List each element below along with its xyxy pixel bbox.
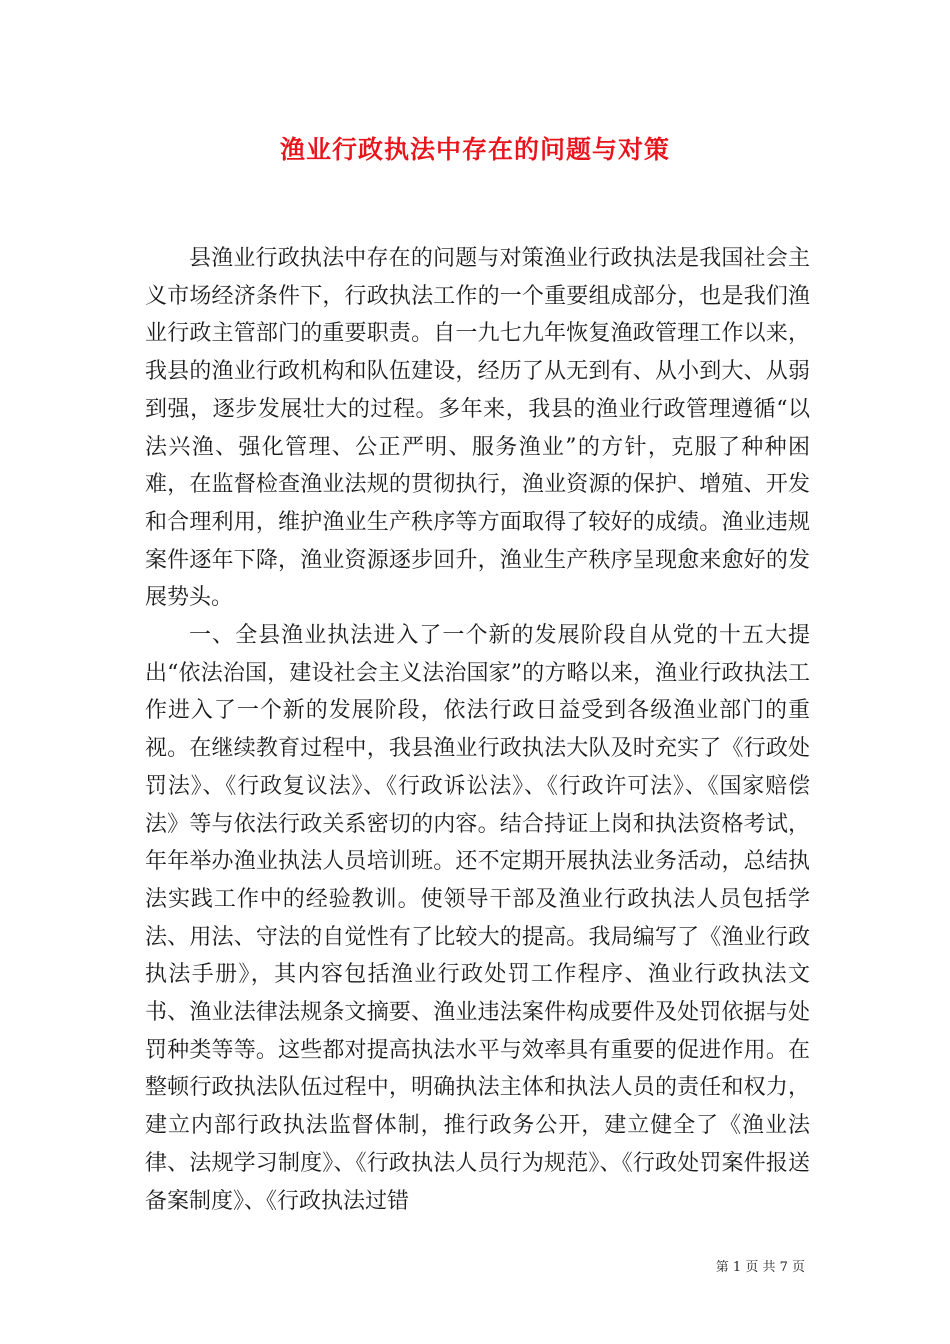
page-number: 第 1 页 共 7 页 [715, 1260, 805, 1275]
document-title: 渔业行政执法中存在的问题与对策 [279, 135, 670, 164]
paragraph-2: 一、全县渔业执法进入了一个新的发展阶段自从党的十五大提出“依法治国，建设社会主义法治国家”的方略以来，渔业行政执法工作进入了一个新的发展阶段，依法行政日益受到各级渔业部门的重视。在继续教育过程中，我县渔业行政执法大队及时充实了《行政处罚法》、《行政复议法》、《行政诉讼法》、《行政许可法》、《国家赔偿法》等与依法行政关系密切的内容。结合持证上岗和执法资格考试，年年举办渔业执法人员培训班。还不定期开展执法业务活动，总结执法实践工作中的经验教训。使领导干部及渔业行政执法人员包括学法、用法、守法的自觉性有了比较大的提高。我局编写了《渔业行政执法手册》，其内容包括渔业行政处罚工作程序、渔业行政执法文书、渔业法律法规条文摘要、渔业违法案件构成要件及处罚依据与处罚种类等等。这些都对提高执法水平与效率具有重要的促进作用。在整顿行政执法队伍过程中，明确执法主体和执法人员的责任和权力，建立内部行政执法监督体制，推行政务公开，建立健全了《渔业法律、法规学习制度》、《行政执法人员行为规范》、《行政处罚案件报送备案制度》、《行政执法过错 [145, 623, 810, 1214]
paragraph-1: 县渔业行政执法中存在的问题与对策渔业行政执法是我国社会主义市场经济条件下，行政执法工作的一个重要组成部分，也是我们渔业行政主管部门的重要职责。自一九七九年恢复渔政管理工作以来，我县的渔业行政机构和队伍建设，经历了从无到有、从小到大、从弱到强，逐步发展壮大的过程。多年来，我县的渔业行政管理遵循“以法兴渔、强化管理、公正严明、服务渔业”的方针，克服了种种困难，在监督检查渔业法规的贯彻执行，渔业资源的保护、增殖、开发和合理利用，维护渔业生产秩序等方面取得了较好的成绩。渔业违规案件逐年下降，渔业资源逐步回升，渔业生产秩序呈现愈来愈好的发展势头。 [145, 246, 810, 611]
document-body [145, 240, 810, 1220]
